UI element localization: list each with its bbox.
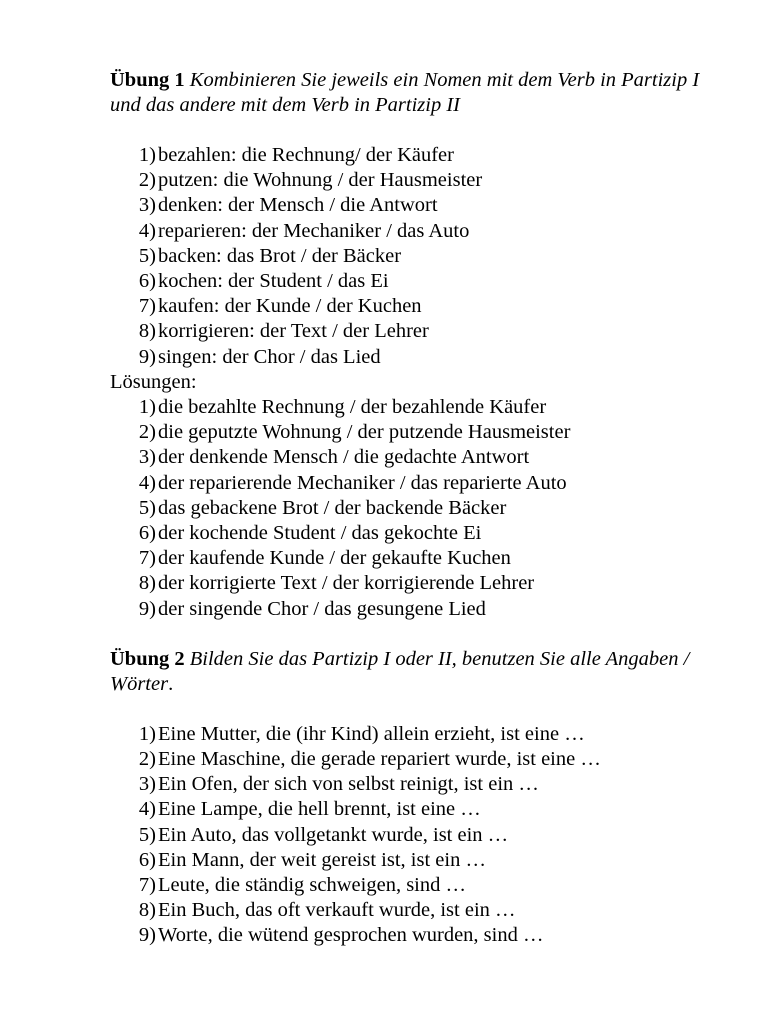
solutions-list <box>110 395 720 622</box>
item-number: 5) <box>138 823 156 846</box>
exercise-1-item <box>110 168 720 193</box>
item-number: 9) <box>138 597 156 620</box>
item-number: 3) <box>138 446 156 469</box>
exercise-2-item <box>110 772 720 797</box>
item-number: 1) <box>138 396 156 419</box>
exercise-1-item <box>110 319 720 344</box>
item-text: der singende Chor / das gesungene Lied <box>158 597 486 620</box>
item-text: das gebackene Brot / der backende Bäcker <box>158 496 507 519</box>
exercise-2-item <box>110 722 720 747</box>
item-number: 6) <box>138 522 156 545</box>
exercise-1-item <box>110 345 720 370</box>
item-number: 3) <box>138 194 156 217</box>
item-text: die bezahlte Rechnung / der bezahlende Käufer <box>158 396 547 419</box>
item-text: bezahlen: die Rechnung/ der Käufer <box>158 144 454 166</box>
exercise-2-item <box>110 747 720 772</box>
exercise-2-item <box>110 873 720 898</box>
exercise-1-item <box>110 219 720 244</box>
solution-item <box>110 420 720 445</box>
item-text: Eine Maschine, die gerade repariert wurde, ist eine … <box>158 748 601 771</box>
exercise-1-list <box>110 143 720 370</box>
solution-item <box>110 471 720 496</box>
item-number: 2) <box>138 748 156 771</box>
item-text: singen: der Chor / das Lied <box>158 345 381 368</box>
item-number: 5) <box>138 496 156 519</box>
solution-item <box>110 571 720 596</box>
item-text: denken: der Mensch / die Antwort <box>158 194 438 217</box>
exercise-2-heading <box>110 647 720 697</box>
item-number: 7) <box>138 874 156 897</box>
item-number: 7) <box>138 295 156 318</box>
exercise-2-item <box>110 898 720 923</box>
item-number: 4) <box>138 798 156 821</box>
exercise-1-item <box>110 294 720 319</box>
item-text: Eine Mutter, die (ihr Kind) allein erzieht, ist eine … <box>158 722 585 745</box>
item-text: der kaufende Kunde / der gekaufte Kuchen <box>158 547 511 570</box>
item-number: 5) <box>138 244 156 267</box>
item-text: kaufen: der Kunde / der Kuchen <box>158 295 422 318</box>
item-number: 8) <box>138 320 156 343</box>
item-text: putzen: die Wohnung / der Hausmeister <box>158 169 483 192</box>
item-number: 8) <box>138 899 156 922</box>
item-text: der denkende Mensch / die gedachte Antwort <box>158 446 530 469</box>
exercise-2-label: Übung 2 <box>110 647 185 670</box>
exercise-2-item <box>110 797 720 822</box>
solution-item <box>110 597 720 622</box>
item-number: 1) <box>138 722 156 745</box>
item-number: 3) <box>138 773 156 796</box>
document-page <box>110 68 720 949</box>
solutions-label: Lösungen: <box>110 370 197 393</box>
item-number: 2) <box>138 421 156 444</box>
exercise-1-heading <box>110 68 720 118</box>
exercise-1-instruction: Kombinieren Sie jeweils ein Nomen mit dem Verb in Partizip I und das andere mit dem Verb in Partizip II <box>110 69 700 116</box>
item-number: 1) <box>138 144 156 166</box>
item-number: 4) <box>138 471 156 494</box>
exercise-1-label: Übung 1 <box>110 69 185 91</box>
exercise-2-item <box>110 848 720 873</box>
exercise-2-item <box>110 923 720 948</box>
item-text: korrigieren: der Text / der Lehrer <box>158 320 429 343</box>
item-number: 7) <box>138 547 156 570</box>
item-number: 9) <box>138 345 156 368</box>
item-text: der kochende Student / das gekochte Ei <box>158 522 482 545</box>
exercise-2-list <box>110 722 720 949</box>
item-text: Eine Lampe, die hell brennt, ist eine … <box>158 798 481 821</box>
exercise-1-item <box>110 244 720 269</box>
solution-item <box>110 521 720 546</box>
item-text: reparieren: der Mechaniker / das Auto <box>158 219 470 242</box>
exercise-1-item <box>110 193 720 218</box>
item-text: kochen: der Student / das Ei <box>158 270 389 293</box>
item-text: die geputzte Wohnung / der putzende Hausmeister <box>158 421 571 444</box>
item-number: 2) <box>138 169 156 192</box>
item-text: der reparierende Mechaniker / das reparierte Auto <box>158 471 567 494</box>
solution-item <box>110 546 720 571</box>
item-number: 4) <box>138 219 156 242</box>
solution-item <box>110 395 720 420</box>
item-text: Ein Mann, der weit gereist ist, ist ein … <box>158 848 486 871</box>
item-number: 9) <box>138 924 156 947</box>
item-text: Worte, die wütend gesprochen wurden, sind … <box>158 924 544 947</box>
item-text: Ein Buch, das oft verkauft wurde, ist ein … <box>158 899 516 922</box>
exercise-1-item <box>110 269 720 294</box>
item-number: 6) <box>138 848 156 871</box>
item-text: Leute, die ständig schweigen, sind … <box>158 874 467 897</box>
item-text: backen: das Brot / der Bäcker <box>158 244 402 267</box>
solution-item <box>110 445 720 470</box>
exercise-2-instruction: Bilden Sie das Partizip I oder II, benutzen Sie alle Angaben / Wörter <box>110 647 690 695</box>
item-number: 8) <box>138 572 156 595</box>
item-number: 6) <box>138 270 156 293</box>
exercise-1-item <box>110 143 720 168</box>
item-text: Ein Auto, das vollgetankt wurde, ist ein … <box>158 823 509 846</box>
exercise-2-instruction-end: . <box>168 672 174 695</box>
item-text: der korrigierte Text / der korrigierende Lehrer <box>158 572 535 595</box>
solution-item <box>110 496 720 521</box>
item-text: Ein Ofen, der sich von selbst reinigt, ist ein … <box>158 773 539 796</box>
exercise-2-item <box>110 823 720 848</box>
